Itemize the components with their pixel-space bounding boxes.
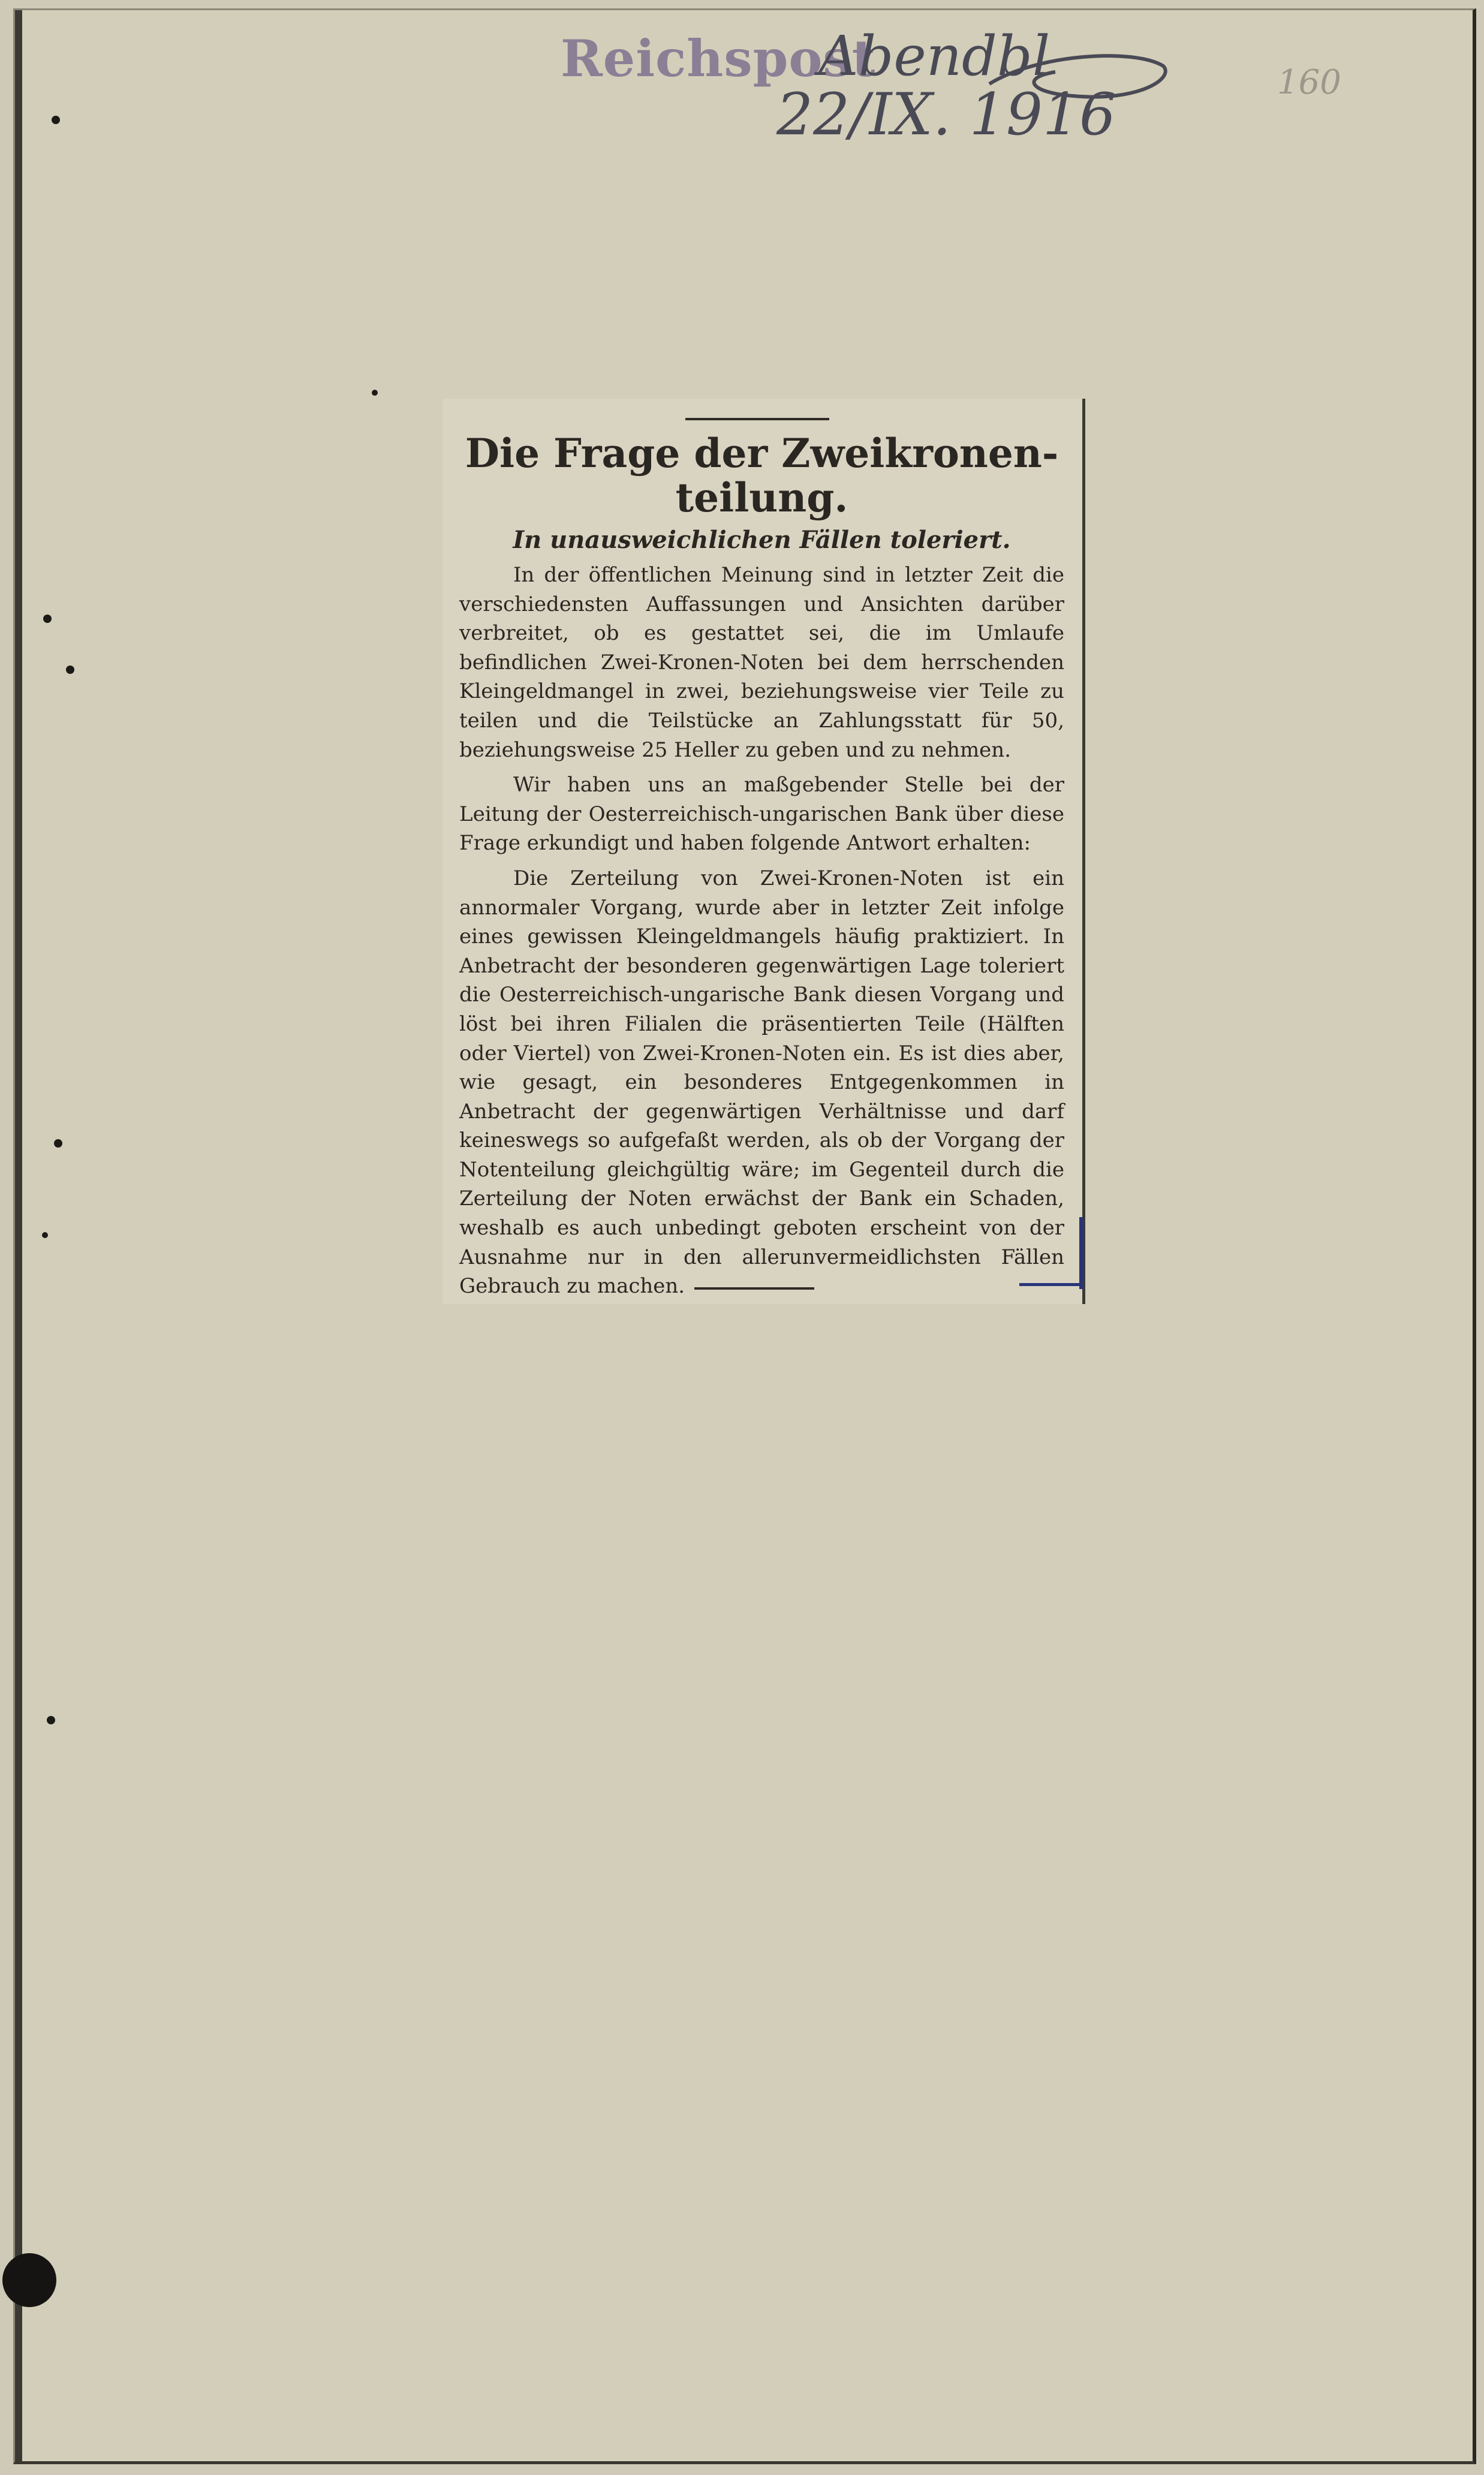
headline-line-2: teilung.: [675, 474, 848, 521]
blue-pen-mark: [1019, 1283, 1082, 1286]
newspaper-clipping: [443, 399, 1085, 1304]
handwritten-date: 22/IX. 1916: [776, 81, 1116, 148]
pin-mark: [66, 666, 74, 674]
bottom-rule: [694, 1287, 814, 1290]
article-paragraph-1: In der öffentlichen Meinung sind in letzter Zeit die verschiedensten Auffassungen und Ansichten darüber verbreitet, ob es gestattet sei, die im Umlaufe befindlichen Zwei-Kronen-Noten bei dem herrschenden Kleingeldmangel in zwei, beziehungsweise vier Teile zu teilen und die Teilstücke an Zahlungsstatt für 50, beziehungsweise 25 Heller zu geben und zu nehmen.: [459, 563, 1064, 762]
newspaper-stamp: Reichspost: [561, 29, 876, 88]
punch-hole: [2, 2253, 56, 2307]
pin-mark: [372, 390, 378, 396]
folio-number: 160: [1277, 63, 1341, 102]
article-headline: [459, 431, 1064, 520]
pin-mark: [54, 1139, 62, 1148]
sheet-left-edge: [15, 10, 22, 2461]
pin-mark: [52, 116, 60, 124]
article-paragraph-3: Die Zerteilung von Zwei-Kronen-Noten ist ein annormaler Vorgang, wurde aber in letzter Zeit infolge eines gewissen Kleingeldmangels häufig praktiziert. In Anbetracht der besonderen gegenwärtigen Lage toleriert die Oesterreichisch-ungarische Bank diesen Vorgang und löst bei ihren Filialen die präsentierten Teile (Hälften oder Viertel) von Zwei-Kronen-Noten ein. Es ist dies aber, wie gesagt, ein besonderes Entgegenkommen in Anbetracht der gegenwärtigen Verhältnisse und darf keineswegs so aufgefaßt werden, als ob der Vorgang der Notenteilung gleichgültig wäre; im Gegenteil durch die Zerteilung der Noten erwächst der Bank ein Schaden, weshalb es auch unbedingt geboten erscheint von der Ausnahme nur in den allerunvermeidlichsten Fällen Gebrauch zu machen.: [459, 866, 1064, 1299]
handwritten-edition-note: Abendbl: [818, 24, 1050, 88]
article-body: [459, 561, 1064, 1301]
article-subheadline: In unausweichlichen Fällen toleriert.: [513, 526, 1011, 554]
blue-pen-mark: [1079, 1217, 1083, 1289]
pin-mark: [47, 1716, 55, 1724]
pin-mark: [42, 1232, 48, 1238]
headline-line-1: Die Frage der Zweikronen-: [465, 430, 1059, 477]
top-rule: [685, 418, 829, 420]
pin-mark: [43, 615, 52, 623]
article-paragraph-2: Wir haben uns an maßgebender Stelle bei der Leitung der Oesterreichisch-ungarischen Bank über diese Frage erkundigt und haben folgende Antwort erhalten:: [459, 773, 1064, 856]
